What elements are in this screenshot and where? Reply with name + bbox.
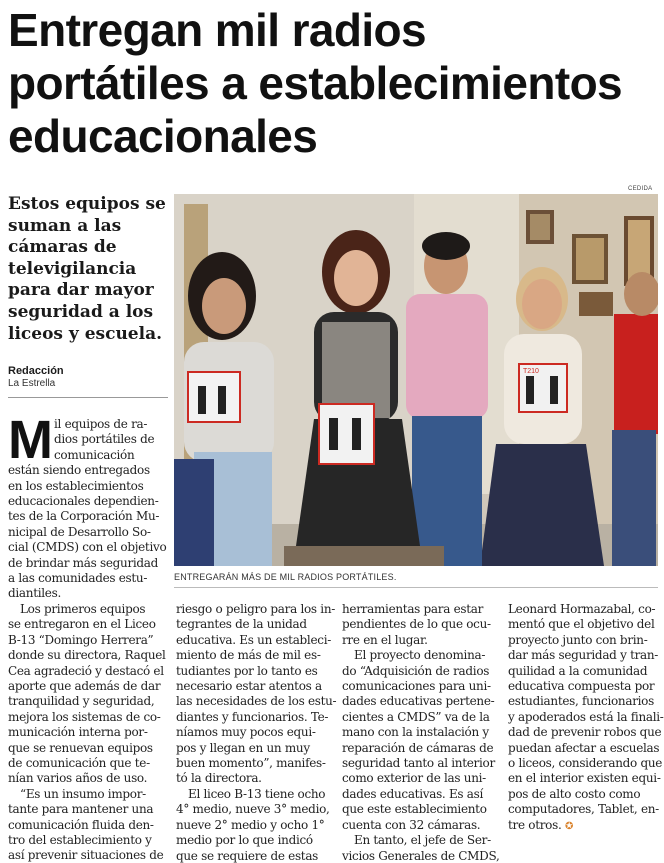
article-line: 4° medio, nueve 3° medio,: [176, 802, 330, 817]
headline-line: portátiles a establecimientos: [8, 57, 623, 109]
article-line: buen momento”, manifes-: [176, 756, 326, 771]
article-line: cientes a CMDS” va de la: [342, 709, 490, 724]
deck-line: cámaras de: [8, 237, 117, 258]
article-line: tudiantes por lo tanto es: [176, 663, 318, 678]
article-line: las necesidades de los estu-: [176, 694, 337, 709]
article-line: il equipos de ra-: [54, 417, 148, 431]
article-line: necesario estar atentos a: [176, 679, 322, 694]
article-column-1: [8, 410, 168, 863]
article-line: comunicaciones para uni-: [342, 679, 491, 694]
article-line: educativa compuesta por: [508, 679, 655, 694]
article-line: que este establecimiento: [342, 802, 487, 817]
article-line: cuenta con 32 cámaras.: [342, 817, 481, 832]
deck-line: para dar mayor: [8, 280, 154, 301]
article-line: donde su directora, Raquel: [8, 648, 166, 663]
article-line: nicipal de Desarrollo So-: [8, 524, 151, 539]
article-line: mano con la instalación y: [342, 725, 489, 740]
article-line: Los primeros equipos: [20, 601, 146, 616]
article-line: de comunicación que te-: [8, 755, 150, 770]
article-line: El liceo B-13 tiene ocho: [188, 786, 326, 801]
deck-line: seguridad a los: [8, 301, 154, 322]
article-line: diantiles.: [8, 586, 61, 601]
article-line: así prevenir situaciones de: [8, 848, 164, 863]
article-line: nían varios años de uso.: [8, 771, 148, 786]
article-line: tranquilidad y seguridad,: [8, 694, 155, 709]
article-line: que se requiere de estas: [176, 848, 319, 863]
article-line: herramientas para estar: [342, 602, 484, 616]
article-line: B-13 “Domingo Herrera”: [8, 632, 154, 647]
photo-caption: ENTREGARÁN MÁS DE MIL RADIOS PORTÁTILES.: [174, 572, 397, 582]
byline-divider: [8, 397, 168, 398]
article-line: “Es un insumo impor-: [20, 786, 146, 801]
deck-line: televigilancia: [8, 258, 137, 279]
photo-credit: CEDIDA: [628, 186, 653, 192]
article-line: se entregaron en el Liceo: [8, 617, 156, 632]
article-line: aporte que además de dar: [8, 678, 161, 693]
article-line: puedan afectar a escuelas: [508, 740, 660, 755]
article-line: do “Adquisición de radios: [342, 663, 490, 678]
article-photo: [174, 194, 658, 566]
article-line: Leonard Hormazabal, co-: [508, 602, 656, 616]
article-line: cial (CMDS) con el objetivo: [8, 540, 167, 555]
article-line: tes de la Corporación Mu-: [8, 509, 160, 524]
article-line: dad de prevenir robos que: [508, 725, 662, 740]
article-line: mejora los sistemas de co-: [8, 709, 161, 724]
article-line: municación interna por-: [8, 725, 148, 740]
article-line: educativa. Es un estableci-: [176, 632, 331, 647]
article-line: tro del establecimiento y: [8, 832, 152, 847]
article-line: educacionales dependien-: [8, 494, 159, 509]
article-line: dios portátiles de: [54, 432, 155, 447]
article-line: vicios Generales de CMDS,: [342, 848, 500, 863]
drop-cap: M: [8, 410, 53, 470]
article-line: como exterior de las uni-: [342, 771, 486, 786]
article-line: que se renuevan equipos: [8, 740, 153, 755]
article-line: comunicación: [54, 447, 135, 462]
article-column-3: [342, 602, 500, 863]
article-line: tegrantes de la unidad: [176, 617, 307, 632]
article-line: y apoderados está la finali-: [508, 709, 664, 724]
deck-line: Estos equipos se: [8, 194, 166, 214]
article-line: rre en el lugar.: [342, 632, 428, 647]
deck-line: liceos y escuela.: [8, 323, 163, 344]
article-line: de brindar más seguridad: [8, 555, 159, 570]
deck-subheading: [8, 194, 170, 345]
article-line: mentó que el objetivo del: [508, 617, 655, 632]
article-line: pos y llegan en un muy: [176, 740, 310, 755]
article-line: pendientes de lo que ocu-: [342, 617, 491, 632]
article-line: dades educativas. Es así: [342, 786, 484, 801]
article-line: diantes y funcionarios. Te-: [176, 709, 329, 724]
article-line: En tanto, el jefe de Ser-: [354, 833, 491, 848]
caption-divider: [174, 587, 658, 588]
byline-organization: La Estrella: [8, 378, 56, 389]
article-line: o liceos, considerando que: [508, 756, 663, 771]
article-line: tante para mantener una: [8, 802, 154, 817]
article-line: miento de más de mil es-: [176, 648, 321, 663]
article-line: dar más seguridad y tran-: [508, 648, 659, 663]
article-line: computadores, Tablet, en-: [508, 802, 659, 817]
article-line: a las comunidades estu-: [8, 571, 148, 586]
article-line: riesgo o peligro para los in-: [176, 602, 336, 616]
headline: [8, 4, 658, 163]
article-line: en los establecimientos: [8, 478, 144, 493]
article-line: El proyecto denomina-: [354, 648, 486, 663]
headline-line: educacionales: [8, 110, 318, 162]
article-line: nueve 2° medio y ocho 1°: [176, 817, 325, 832]
article-line: seguridad tanto al interior: [342, 756, 495, 771]
article-line-last: [508, 818, 658, 834]
article-line: Cea agradeció y destacó el: [8, 663, 164, 678]
article-line: comunicación fluida den-: [8, 817, 154, 832]
article-column-4: [508, 602, 664, 834]
photo-box-label: T210: [523, 368, 539, 375]
article-line: pos de alto costo como: [508, 786, 641, 801]
article-line-text: tre otros.: [508, 817, 562, 832]
end-mark-icon: ✪: [564, 820, 574, 832]
byline-author: Redacción: [8, 365, 64, 377]
headline-line: Entregan mil radios: [8, 4, 427, 56]
article-line: dades educativas pertene-: [342, 694, 495, 709]
article-line: níamos muy pocos equi-: [176, 725, 316, 740]
article-line: proyecto junto con brin-: [508, 632, 648, 647]
article-line: tó la directora.: [176, 771, 262, 786]
deck-line: suman a las: [8, 215, 122, 236]
article-column-2: [176, 602, 336, 863]
article-line: reparación de cámaras de: [342, 740, 494, 755]
article-line: medio por lo que indicó: [176, 833, 313, 848]
article-line: en el interior existen equi-: [508, 771, 661, 786]
article-line: estudiantes, funcionarios: [508, 694, 654, 709]
article-line: están siendo entregados: [8, 463, 150, 478]
article-line: quilidad a la comunidad: [508, 663, 648, 678]
